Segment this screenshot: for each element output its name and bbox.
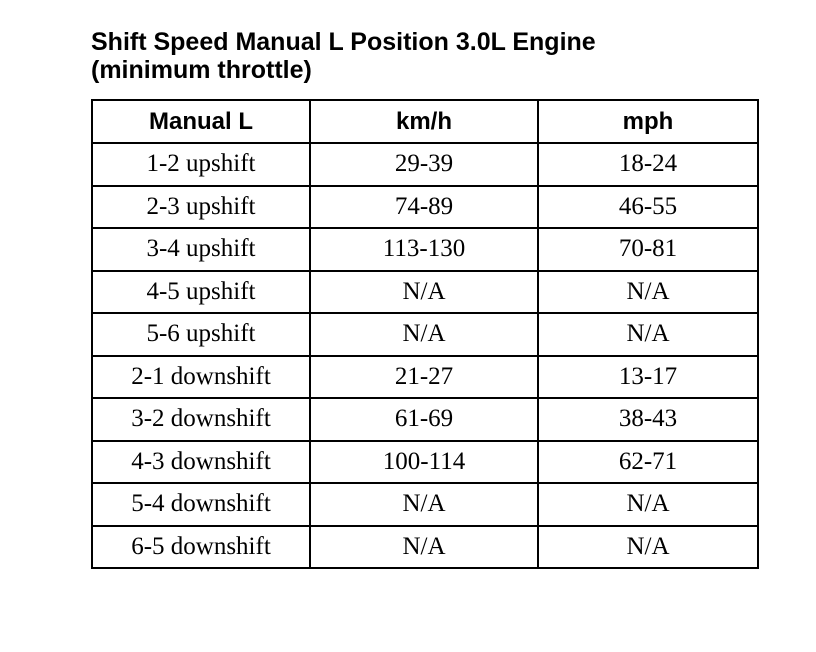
mph-cell: 62-71 <box>538 441 758 484</box>
shift-cell: 1-2 upshift <box>92 143 310 186</box>
page-title <box>91 28 751 84</box>
shift-cell: 4-5 upshift <box>92 271 310 314</box>
shift-cell: 3-2 downshift <box>92 398 310 441</box>
mph-cell: 46-55 <box>538 186 758 229</box>
column-header-kmh: km/h <box>310 100 538 143</box>
table-row <box>92 313 758 356</box>
kmh-cell: N/A <box>310 271 538 314</box>
mph-cell: 13-17 <box>538 356 758 399</box>
table-row <box>92 228 758 271</box>
table-row <box>92 526 758 569</box>
table-row <box>92 398 758 441</box>
table-header-row <box>92 100 758 143</box>
kmh-cell: 29-39 <box>310 143 538 186</box>
kmh-cell: N/A <box>310 526 538 569</box>
shift-cell: 3-4 upshift <box>92 228 310 271</box>
shift-speed-table <box>91 99 759 569</box>
mph-cell: N/A <box>538 483 758 526</box>
shift-cell: 2-1 downshift <box>92 356 310 399</box>
mph-cell: N/A <box>538 271 758 314</box>
kmh-cell: 61-69 <box>310 398 538 441</box>
kmh-cell: N/A <box>310 483 538 526</box>
table-row <box>92 186 758 229</box>
column-header-manual-l: Manual L <box>92 100 310 143</box>
table-row <box>92 271 758 314</box>
shift-cell: 6-5 downshift <box>92 526 310 569</box>
mph-cell: 18-24 <box>538 143 758 186</box>
shift-cell: 2-3 upshift <box>92 186 310 229</box>
table-row <box>92 483 758 526</box>
title-line-2: (minimum throttle) <box>91 56 312 84</box>
shift-cell: 5-6 upshift <box>92 313 310 356</box>
title-line-1: Shift Speed Manual L Position 3.0L Engine <box>91 28 596 56</box>
kmh-cell: N/A <box>310 313 538 356</box>
shift-cell: 5-4 downshift <box>92 483 310 526</box>
table-row <box>92 143 758 186</box>
table-row <box>92 441 758 484</box>
mph-cell: 38-43 <box>538 398 758 441</box>
mph-cell: N/A <box>538 526 758 569</box>
kmh-cell: 74-89 <box>310 186 538 229</box>
mph-cell: N/A <box>538 313 758 356</box>
kmh-cell: 113-130 <box>310 228 538 271</box>
table-row <box>92 356 758 399</box>
shift-cell: 4-3 downshift <box>92 441 310 484</box>
mph-cell: 70-81 <box>538 228 758 271</box>
column-header-mph: mph <box>538 100 758 143</box>
kmh-cell: 100-114 <box>310 441 538 484</box>
kmh-cell: 21-27 <box>310 356 538 399</box>
